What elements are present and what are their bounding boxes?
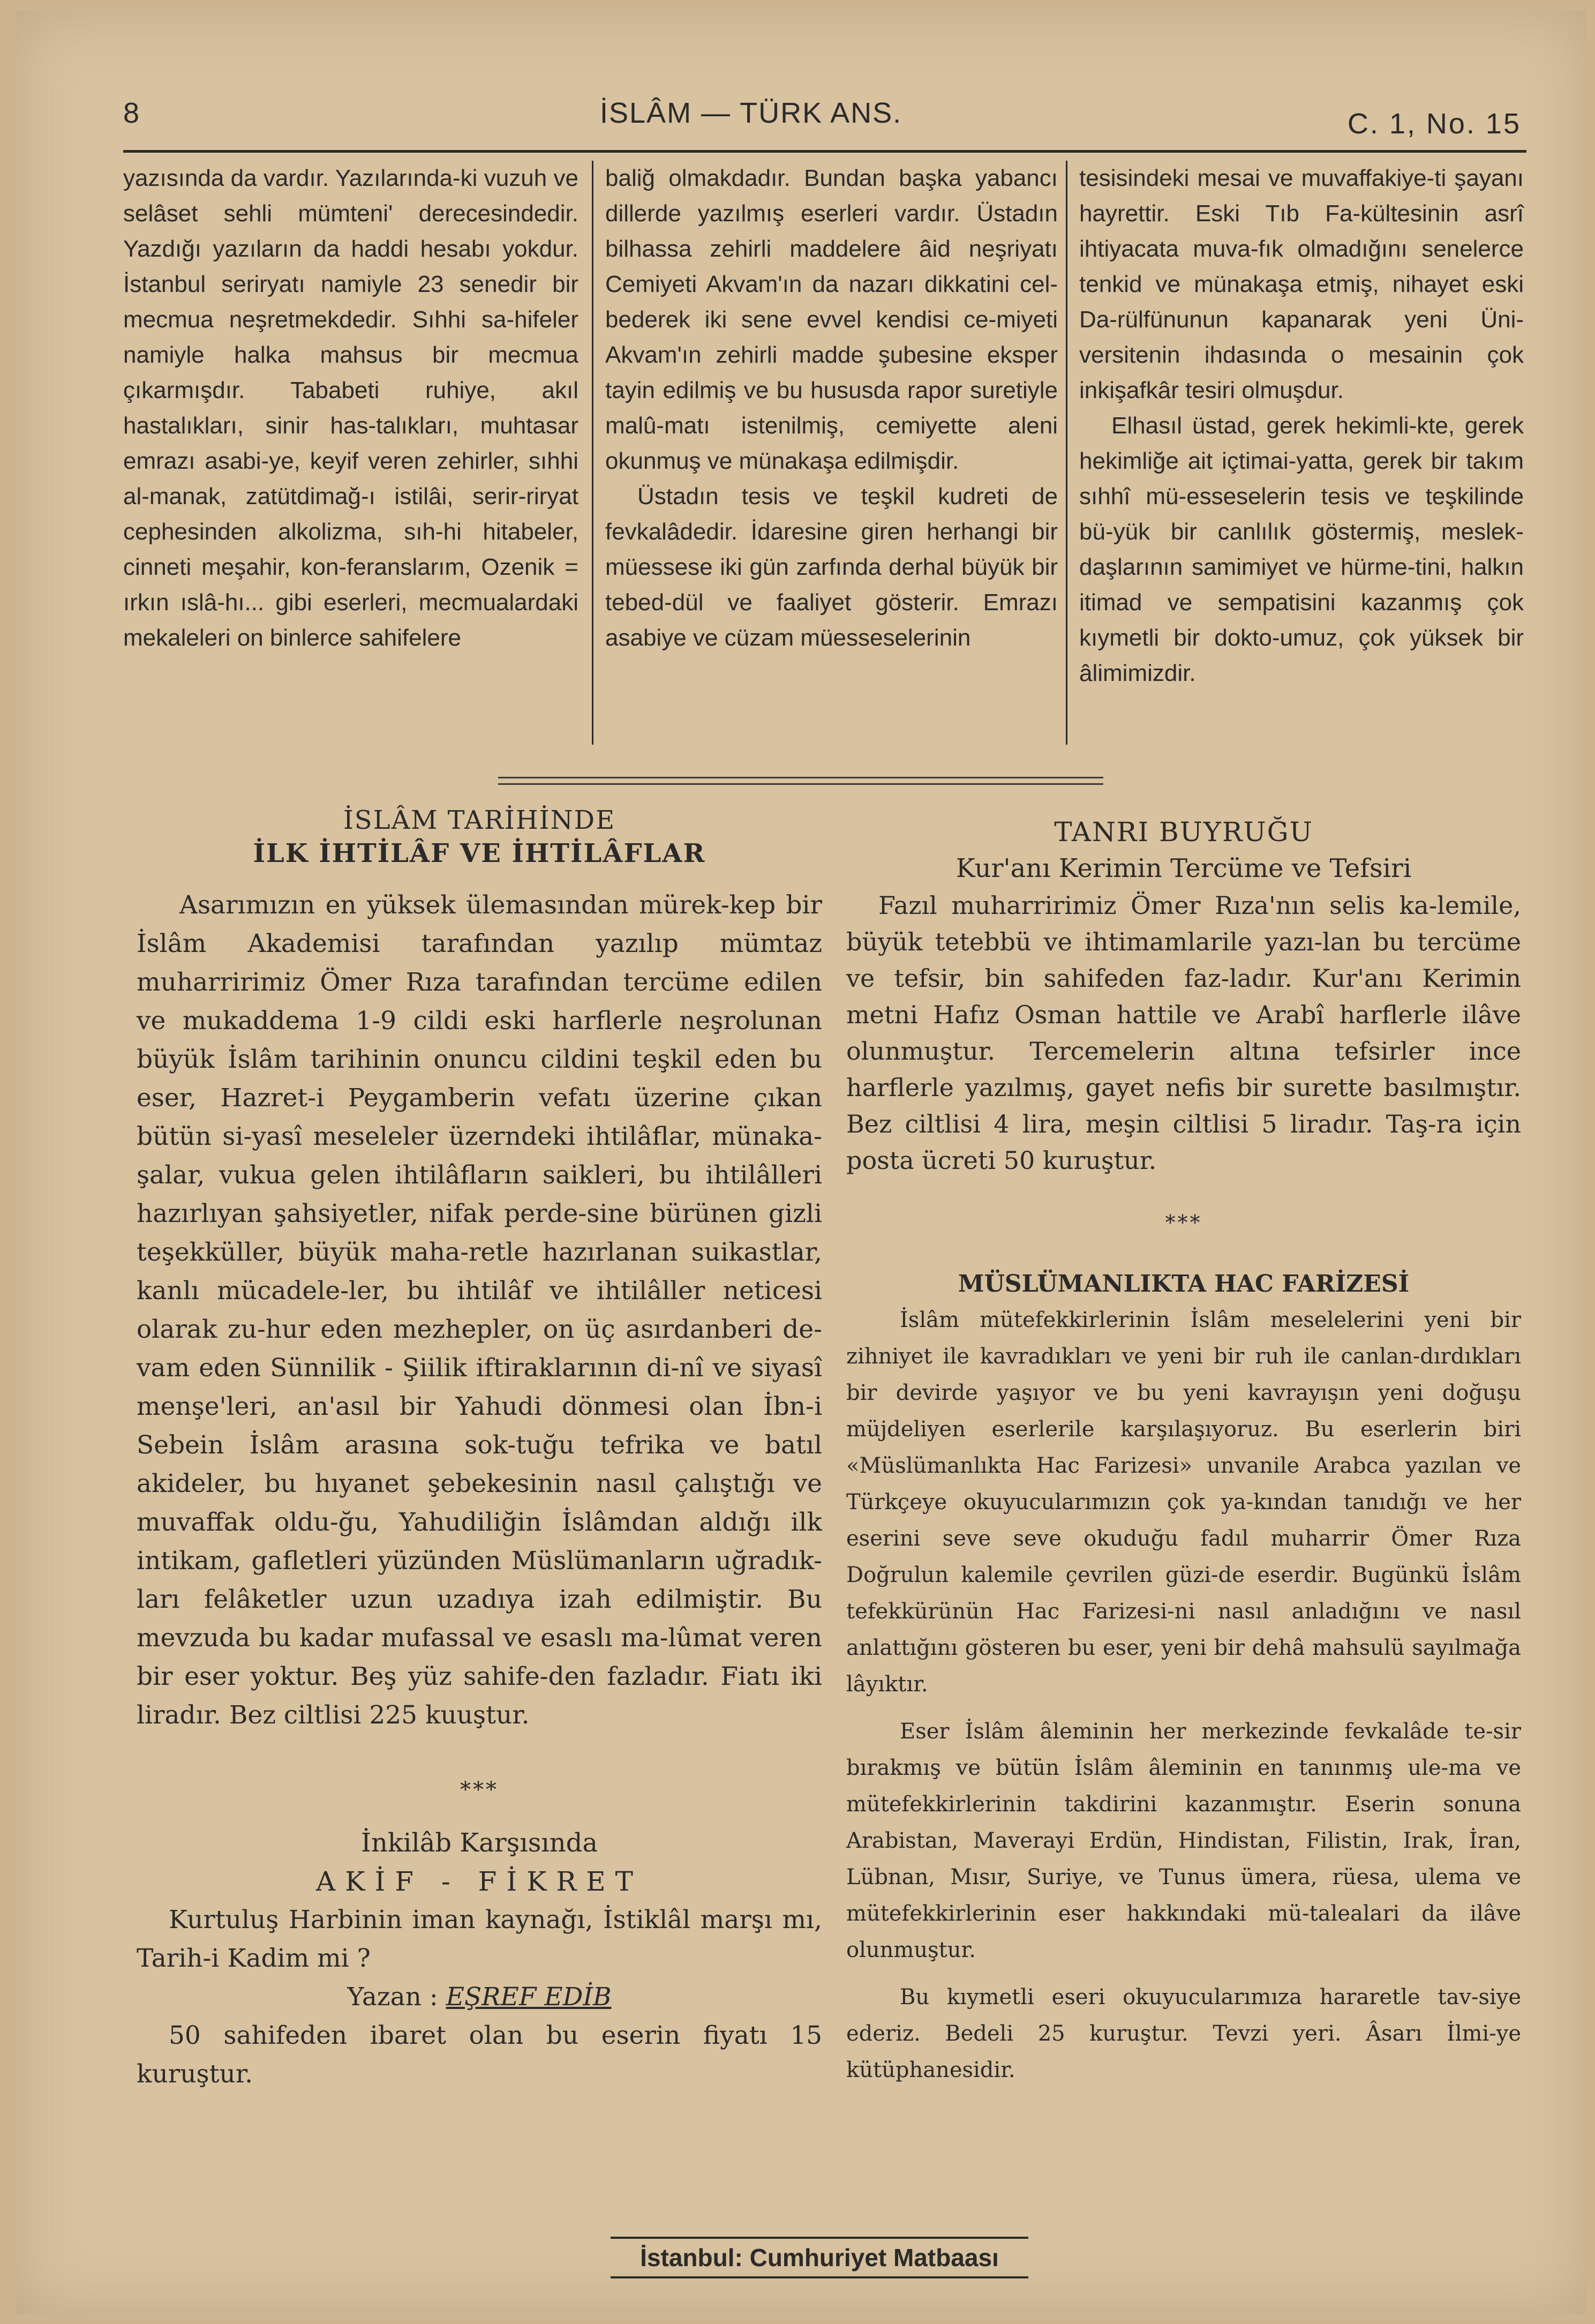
book-description: Kurtuluş Harbinin iman kaynağı, İstiklâl marşı mı, Tarih-i Kadim mi ? [137,1905,822,1973]
article-body: Fazıl muharririmiz Ömer Rıza'nın selis ka-lemile, büyük tetebbü ve ihtimamlarile yazı-lan bu tercüme ve tefsir, bin sahifeden faz-ladır. Kur'anı Kerimin metni Hafız Osman hattile ve Arabî harflerle ilâve olunmuştur. Tercemelerin altına tefsirler ince harflerle yazılmış, gayet nefis bir surette basılmıştır. Bez ciltlisi 4 lira, meşin ciltlisi 5 liradır. Taş-ra için posta ücreti 50 kuruştur. [846,891,1521,1175]
column-text: yazısında da vardır. Yazılarında-ki vuzuh ve selâset sehli mümteni' derecesindedir. Yazdığı yazıların da haddi hesabı yokdur. İstanbul seriryatı namiyle 23 senedir bir mecmua neşretmekdedir. Sıhhi sa-hifeler namiyle halka mahsus bir mecmua çıkarmışdır. Tababeti ruhiye, akıl hastalıkları, sinir has-talıkları, muhtasar emrazı asabi-ye, keyif veren zehirler, sıhhi al-manak, zatütdimağ-ı istilâi, serir-riryat cephesinden alkolizma, sıh-hi hitabeler, cinneti meşahir, kon-feranslarım, Ozenik = ırkın ıslâ-hı... gibi eserleri, mecmualardaki mekaleleri on binlerce sahifelere [123,165,578,651]
top-column-2 [605,161,1058,656]
separator-stars: *** [1165,1211,1202,1234]
column-divider [1066,161,1067,745]
section-divider [498,783,1103,785]
article-title: İLK İHTİLÂF VE İHTİLÂFLAR [253,838,706,868]
separator-stars: *** [460,1778,499,1802]
left-article [137,804,822,2094]
article-subtitle: Kur'anı Kerimin Tercüme ve Tefsiri [956,853,1412,883]
author-name: EŞREF EDİB [446,1982,612,2012]
masthead: İSLÂM — TÜRK ANS. [600,97,902,129]
column-text: Elhasıl üstad, gerek hekimli-kte, gerek hekimliğe ait içtimai-yatta, gerek bir takım sıhhî mü-esseselerin tesis ve teşkilinde bü-yük bir canlılık göstermiş, meslek-daşlarının samimiyet ve hürme-tini, halkın itimad ve sempatisini kazanmış çok kıymetli bir dokto-umuz, çok yüksek bir âlimimizdir. [1079,413,1524,686]
column-text: baliğ olmakdadır. Bundan başka yabancı dillerde yazılmış eserleri vardır. Üstadın bilhassa zehirli maddelere âid neşriyatı Cemiyeti Akvam'ın da nazarı dikkatini cel-bederek iki sene evvel kendisi ce-miyeti Akvam'ın zehirli madde şubesine eksper tayin edilmiş ve bu hususda rapor suretiyle malû-matı istenilmiş, cemiyette aleni okunmuş ve münakaşa edilmişdir. [605,165,1058,474]
article-body: Eser İslâm âleminin her merkezinde fevkalâde te-sir bırakmış ve bütün İslâm âleminin en tanınmış ule-ma ve mütefekkirlerinin takdirini kazanmıştır. Eserin sonuna Arabistan, Maverayi Erdün, Hindistan, Filistin, Irak, İran, Lübnan, Mısır, Suriye, ve Tunus ümera, rüesa, ulema ve mütefekkirlerinin eser hakkındaki mü-talealari da ilâve olunmuştur. [846,1719,1521,1962]
book-title: AKİF - FİKRET [316,1866,643,1897]
column-text: tesisindeki mesai ve muvaffakiye-ti şayanı hayrettir. Eski Tıb Fa-kültesinin asrî ihtiyacata muva-fık olmadığını senelerce tenkid ve münakaşa etmiş, nihayet eski Da-rülfünunun kapanarak yeni Üni-versitenin ihdasında o mesainin çok inkişafkâr tesiri olmuşdur. [1079,165,1524,403]
top-column-1 [123,161,578,656]
article-title: TANRI BUYRUĞU [1054,816,1313,848]
price-text: 50 sahifeden ibaret olan bu eserin fiyatı 15 kuruştur. [137,2021,822,2089]
book-title: İnkilâb Karşısında [361,1828,598,1858]
page-number: 8 [123,97,140,129]
article-title: MÜSLÜMANLIKTA HAC FARİZESİ [958,1270,1410,1298]
column-divider [592,161,593,745]
article-body: Asarımızın en yüksek ülemasından mürek-kep bir İslâm Akademisi tarafından yazılıp mümtaz muharririmiz Ömer Rıza tarafından tercüme edilen ve mukaddema 1-9 cildi eski harflerle neşrolunan büyük İslâm tarihinin onuncu cildini teşkil eden bu eser, Hazret-i Peygamberin vefatı üzerine çıkan bütün si-yasî meseleler üzerndeki ihtilâflar, münaka-şalar, vukua gelen ihtilâfların saikleri, bu ihtilâlleri hazırlıyan şahsiyetler, nifak perde-sine bürünen gizli teşekküller, büyük maha-retle hazırlanan suikastlar, kanlı mücadele-ler, bu ihtilâf ve ihtilâller neticesi olarak zu-hur eden mezhepler, on üç asırdanberi de-vam eden Sünnilik - Şiilik iftiraklarının di-nî ve siyasî menşe'leri, an'asıl bir Yahudi dönmesi olan İbn-i Sebein İslâm arasına sok-tuğu tefrika ve batıl akideler, bu hıyanet şebekesinin nasıl çalıştığı ve muvaffak oldu-ğu, Yahudiliğin İslâmdan aldığı ilk intikam, gafletleri yüzünden Müslümanların uğradık-ları felâketler uzun uzadıya izah edilmiştir. Bu mevzuda bu kadar mufassal ve esaslı ma-lûmat veren bir eser yoktur. Beş yüz sahife-den fazladır. Fiatı iki liradır. Bez ciltlisi 225 kuuştur. [137,890,822,1730]
article-title: İSLÂM TARİHİNDE [343,805,616,835]
author-label: Yazan : [347,1982,438,2012]
issue-number: C. 1, No. 15 [1347,108,1521,140]
page-header [123,91,1526,153]
article-body: İslâm mütefekkirlerinin İslâm meselelerini yeni bir zihniyet ile kavradıkları ve yeni bir ruh ile canlan-dırdıkları bir devirde yaşıyor ve bu yeni kavrayışın yeni doğuşu müjdeliyen eserlerile karşılaşıyoruz. Bu eserlerin biri «Müslümanlıkta Hac Farizesi» unvanile Arabca yazılan ve Türkçeye okuyucularımızın çok ya-kından tanıdığı ve her eserini seve seve okuduğu fadıl muharrir Ömer Rıza Doğrulun kalemile çevrilen güzi-de eserdir. Bugünkü İslâm tefekkürünün Hac Farizesi-ni nasıl anladığını ve nasıl anlattığını gösteren bu eser, yeni bir dehâ mahsulü sayılmağa lâyıktır. [846,1308,1521,1697]
printer-imprint: İstanbul: Cumhuriyet Matbaası [611,2237,1028,2278]
section-divider [498,777,1103,778]
article-body: Bu kıymetli eseri okuyucularımıza hararetle tav-siye ederiz. Bedeli 25 kuruştur. Tevzi yeri. Âsarı İlmi-ye kütüphanesidir. [846,1985,1521,2082]
right-article [846,814,1521,2088]
top-column-3 [1079,161,1524,691]
column-text: Üstadın tesis ve teşkil kudreti de fevkalâdedir. İdaresine giren herhangi bir müessese iki gün zarfında derhal büyük bir tebed-dül ve faaliyet gösterir. Emrazı asabiye ve cüzam müesseselerinin [605,483,1058,651]
